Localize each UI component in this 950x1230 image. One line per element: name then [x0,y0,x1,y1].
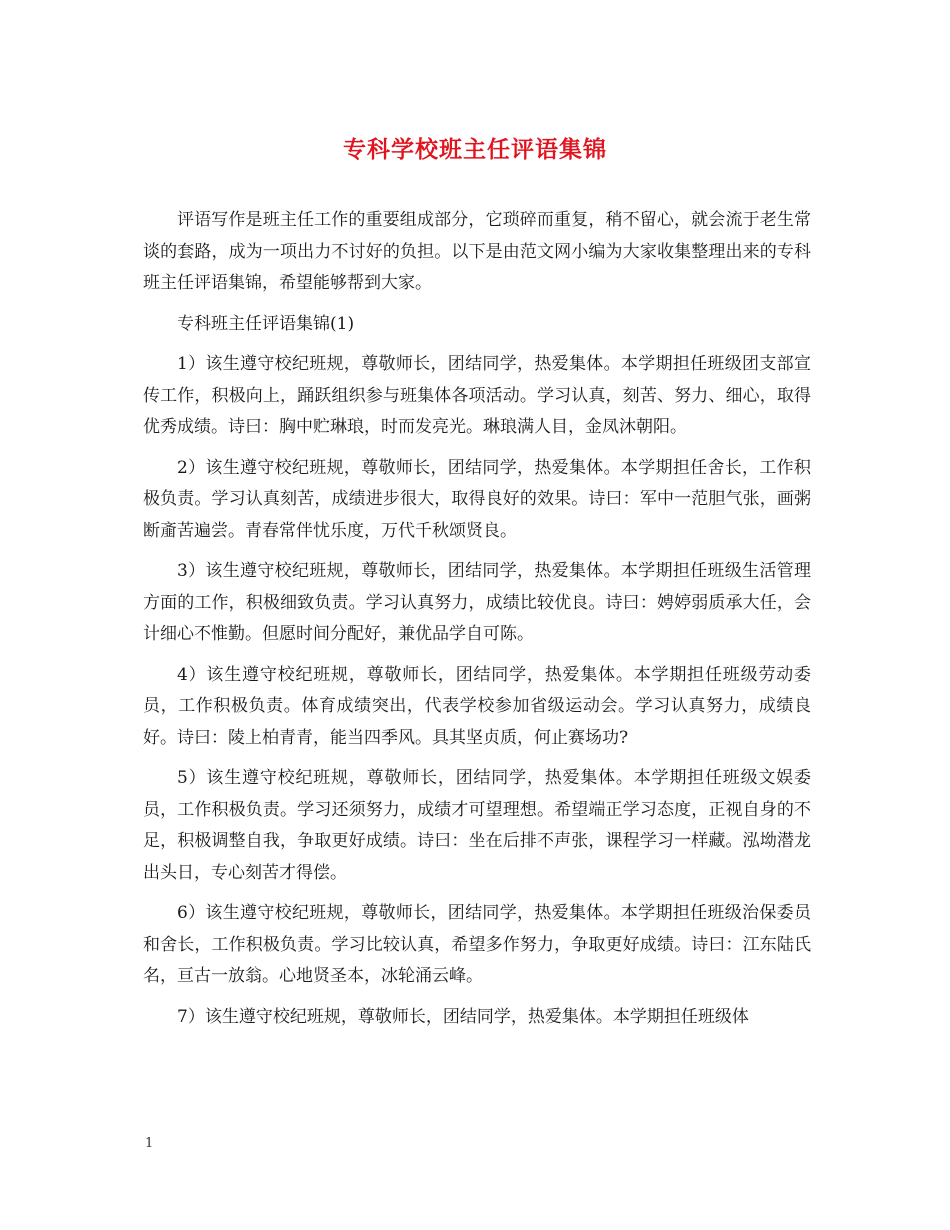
comment-paragraph-4: 4）该生遵守校纪班规，尊敬师长，团结同学，热爱集体。本学期担任班级劳动委员，工作积极负责。体育成绩突出，代表学校参加省级运动会。学习认真努力，成绩良好。诗曰：陵上柏青青，能当四季风。具其坚贞质，何止赛场功? [143,664,811,748]
comment-paragraph-2: 2）该生遵守校纪班规，尊敬师长，团结同学，热爱集体。本学期担任舍长，工作积极负责。学习认真刻苦，成绩进步很大，取得良好的效果。诗曰：军中一范胆气张，画粥断齑苦遍尝。青春常伴忧乐度，万代千秋颂贤良。 [143,457,811,541]
document-body [143,205,811,1042]
comment-paragraph-3: 3）该生遵守校纪班规，尊敬师长，团结同学，热爱集体。本学期担任班级生活管理方面的工作，积极细致负责。学习认真努力，成绩比较优良。诗曰：娉婷弱质承大任，会计细心不惟勤。但愿时间分配好，兼优品学自可陈。 [143,561,811,644]
section-heading: 专科班主任评语集锦(1) [177,313,355,334]
document-title: 专科学校班主任评语集锦 [343,136,607,163]
comment-paragraph-5: 5）该生遵守校纪班规，尊敬师长，团结同学，热爱集体。本学期担任班级文娱委员，工作积极负责。学习还须努力，成绩才可望理想。希望端正学习态度，正视自身的不足，积极调整自我，争取更好成绩。诗曰：坐在后排不声张，课程学习一样藏。泓坳潜龙出头日，专心刻苦才得偿。 [143,768,811,883]
comment-paragraph-7: 7）该生遵守校纪班规，尊敬师长，团结同学，热爱集体。本学期担任班级体 [177,1006,749,1027]
intro-paragraph: 评语写作是班主任工作的重要组成部分，它琐碎而重复，稍不留心，就会流于老生常谈的套路，成为一项出力不讨好的负担。以下是由范文网小编为大家收集整理出来的专科班主任评语集锦，希望能够帮到大家。 [143,210,811,293]
page-number: 1 [145,1136,154,1151]
comment-paragraph-1: 1）该生遵守校纪班规，尊敬师长，团结同学，热爱集体。本学期担任班级团支部宣传工作，积极向上，踊跃组织参与班集体各项活动。学习认真，刻苦、努力、细心，取得优秀成绩。诗曰：胸中贮琳琅，时而发亮光。琳琅满人目，金凤沐朝阳。 [143,354,811,437]
comment-paragraph-6: 6）该生遵守校纪班规，尊敬师长，团结同学，热爱集体。本学期担任班级治保委员和舍长，工作积极负责。学习比较认真，希望多作努力，争取更好成绩。诗曰：江东陆氏名，亘古一放翁。心地贤圣本，冰轮涌云峰。 [143,903,811,986]
